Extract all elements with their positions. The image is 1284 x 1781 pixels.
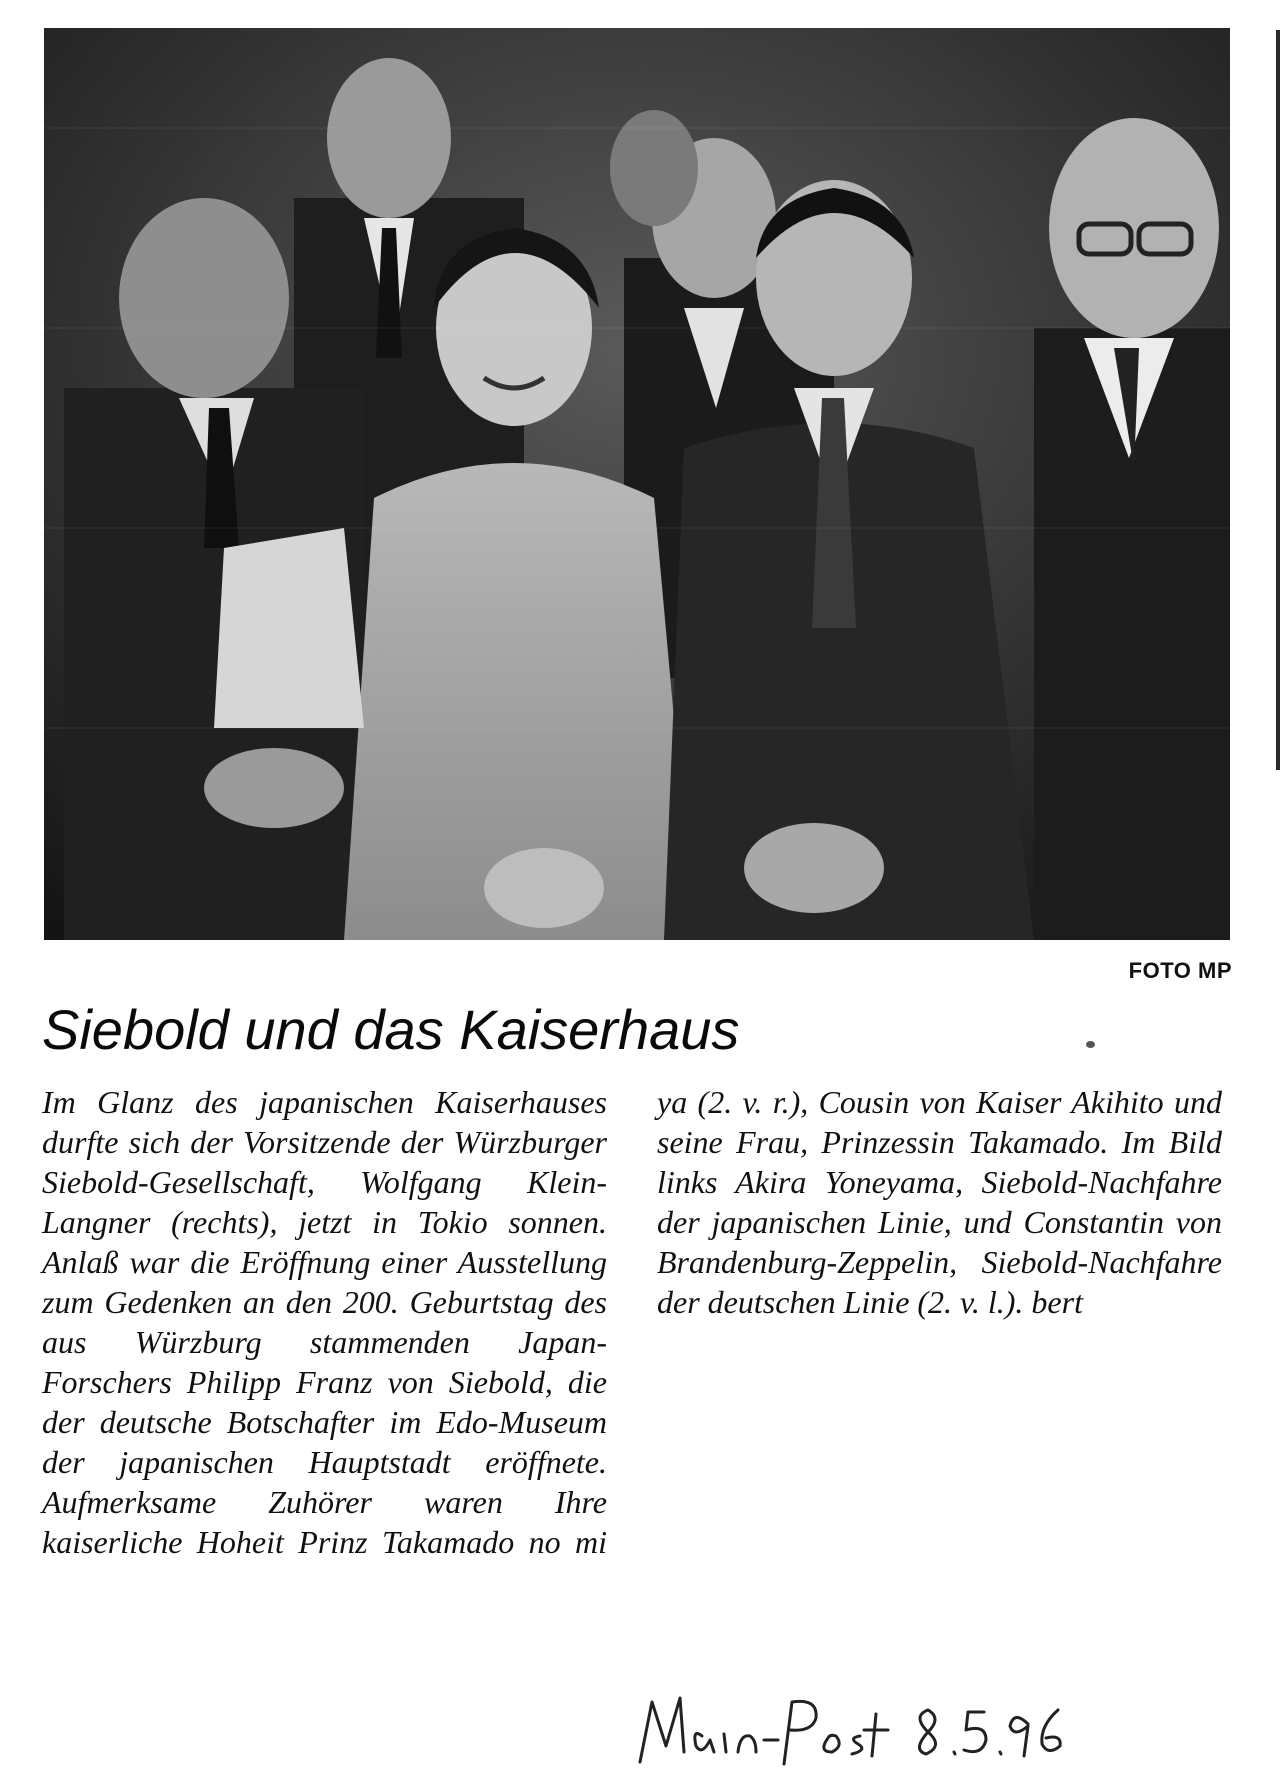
adjacent-column-rule (1276, 30, 1280, 770)
back-man-glasses (610, 110, 698, 226)
print-speck (1086, 1041, 1095, 1048)
front-right-man (1034, 118, 1230, 940)
photo-credit: FOTO MP (1128, 958, 1232, 983)
handwritten-source-note (632, 1680, 1072, 1770)
article-body: Im Glanz des japanischen Kaiserhauses durfte sich der Vorsitzende der Würzburger Siebold-Gesellschaft, Wolfgang Klein-Langner (rechts), jetzt in Tokio sonnen. Anlaß war die Eröffnung einer Ausstellung zum Gedenken an den 200. Geburtstag des aus Würzburg stammenden Japan-Forschers Philipp Franz von Siebold, die der deutsche Botschafter im Edo-Museum der japanischen Hauptstadt eröffnete. Aufmerksame Zuhörer waren Ihre kaiserliche Hoheit Prinz Takamado no mi ya (2. v. r.), Cousin von Kaiser Akihito und seine Frau, Prinzessin Takamado. Im Bild links Akira Yoneyama, Siebold-Nachfahre der japanischen Linie, und Constantin von Brandenburg-Zeppelin, Siebold-Nachfahre der deutschen Linie (2. v. l.). bert (42, 1084, 1222, 1560)
article-headline: Siebold und das Kaiserhaus (42, 998, 740, 1061)
handwriting-signature (632, 1680, 1072, 1770)
group-photo-illustration (44, 28, 1230, 940)
press-photo (44, 28, 1230, 940)
